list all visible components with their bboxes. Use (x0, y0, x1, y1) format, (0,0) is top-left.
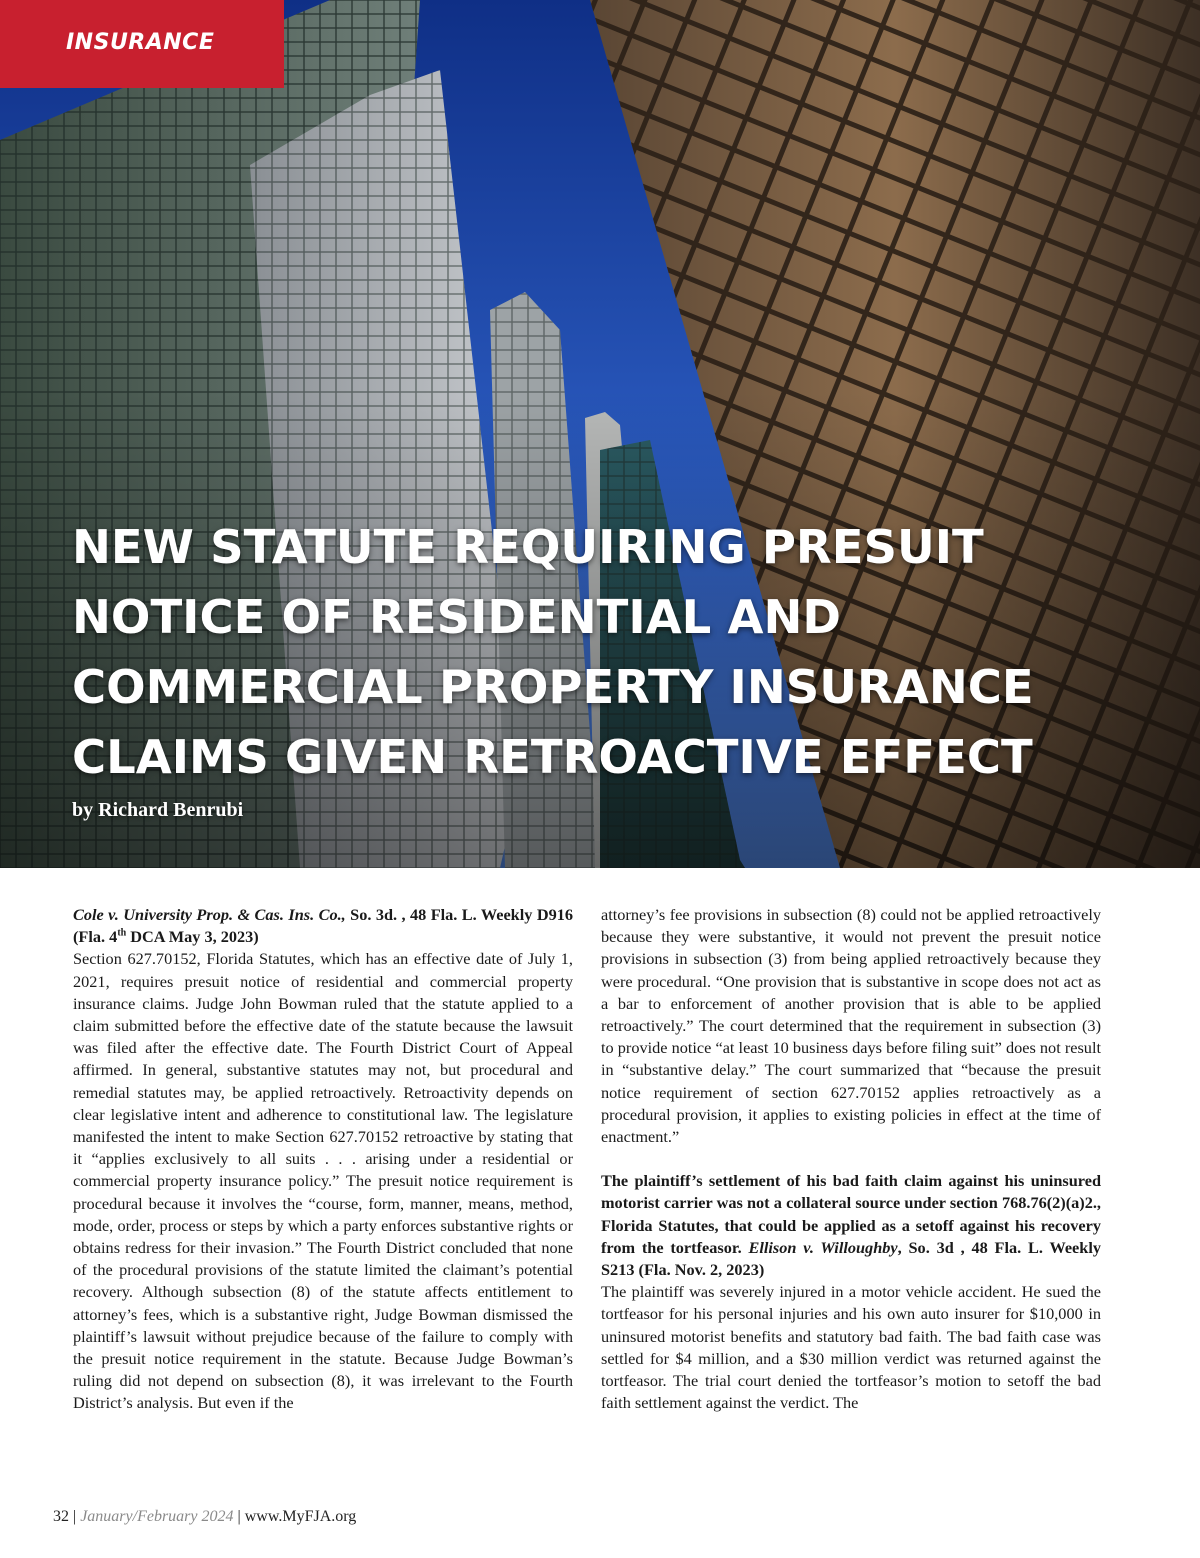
headline-line: CLAIMS GIVEN RETROACTIVE EFFECT (72, 730, 1033, 784)
section-tag (0, 0, 284, 88)
page-footer (53, 1508, 356, 1526)
headline-line: COMMERCIAL PROPERTY INSURANCE (72, 660, 1034, 714)
article-headline (72, 512, 1152, 792)
website-link[interactable]: www.MyFJA.org (244, 1508, 357, 1525)
case-holding (601, 1170, 1101, 1281)
footer-separator: | (69, 1508, 81, 1525)
case-cite: , So. 3d , 48 Fla. L. Weekly S213 (Fla. Nov. 2, 2023) (601, 1237, 1102, 1280)
case-holding-text: The plaintiff’s settlement of his bad faith claim against his uninsured motorist carrier was not a collateral source under section 768.76(2)(a)2., Florida Statutes, that could be applied as a setoff against his recovery from the tortfeasor. (601, 1171, 1101, 1257)
case-cite-superscript: th (117, 927, 127, 939)
left-column (73, 904, 573, 1415)
body-paragraph: attorney’s fee provisions in subsection (8) could not be applied retroactively because they were substantive, it would not prevent the presuit notice provisions in subsection (3) from being applied retroactively because they were procedural. “One provision that is substantive in scope does not act as a bar to enforcement of another provision that is able to be applied retroactively.” The court determined that the requirement in subsection (3) to provide notice “at least 10 business days before filing suit” does not result in “substantive delay.” The court summarized that “because the presuit notice requirement of section 627.70152 applies retroactively as a procedural provision, it applies to existing policies in effect at the time of enactment.” (601, 905, 1101, 1147)
page-number: 32 (53, 1508, 69, 1525)
body-paragraph: Section 627.70152, Florida Statutes, which has an effective date of July 1, 2021, requires presuit notice of residential and commercial property insurance claims. Judge John Bowman ruled that the statute applied to a claim submitted before the effective date of the statute because the lawsuit was filed after the effective date. The Fourth District Court of Appeal affirmed. In general, substantive statutes may not, but procedural and remedial statutes may, be applied retroactively. Retroactivity depends on clear legislative intent and adherence to constitutional law. The legislature manifested the intent to make Section 627.70152 retroactive by stating that it “applies exclusively to all suits . . . arising under a residential or commercial property insurance policy.” The presuit notice requirement is procedural because it involves the “course, form, manner, means, method, mode, order, process or steps by which a party enforces substantive rights or obtains redress for their invasion.” The Fourth District concluded that none of the procedural provisions of the statute limited the claimant’s potential recovery. Although subsection (8) of the statute affects entitlement to attorney’s fees, which is a substantive right, Judge Bowman dismissed the plaintiff’s lawsuit without prejudice because of the failure to comply with the presuit notice requirement in the statute. Because Judge Bowman’s ruling did not depend on subsection (8), it was irrelevant to the Fourth District’s analysis. But even if the (73, 949, 573, 1413)
case-name: Ellison v. Willoughby (748, 1237, 898, 1257)
byline: by Richard Benrubi (72, 799, 244, 821)
paragraph-spacer (601, 1148, 1101, 1170)
body-paragraph: The plaintiff was severely injured in a motor vehicle accident. He sued the tortfeasor for his personal injuries and his own auto insurer for $10,000 in uninsured motorist benefits and statutory bad faith. The bad faith case was settled for $4 million, and a $30 million verdict was returned against the tortfeasor. The trial court denied the tortfeasor’s motion to setoff the bad faith settlement against the verdict. The (601, 1282, 1101, 1413)
case-citation (73, 904, 573, 948)
headline-line: NEW STATUTE REQUIRING PRESUIT (72, 520, 984, 574)
case-name: Cole v. University Prop. & Cas. Ins. Co., (73, 905, 346, 924)
headline-line: NOTICE OF RESIDENTIAL AND (72, 590, 841, 644)
section-label: INSURANCE (66, 30, 215, 55)
case-cite-end: DCA May 3, 2023) (126, 927, 259, 947)
footer-separator: | (233, 1508, 245, 1525)
right-column (601, 904, 1101, 1414)
issue-date: January/February 2024 (80, 1508, 234, 1525)
case-cite: So. 3d. , 48 Fla. L. Weekly D916 (Fla. 4 (73, 905, 573, 947)
